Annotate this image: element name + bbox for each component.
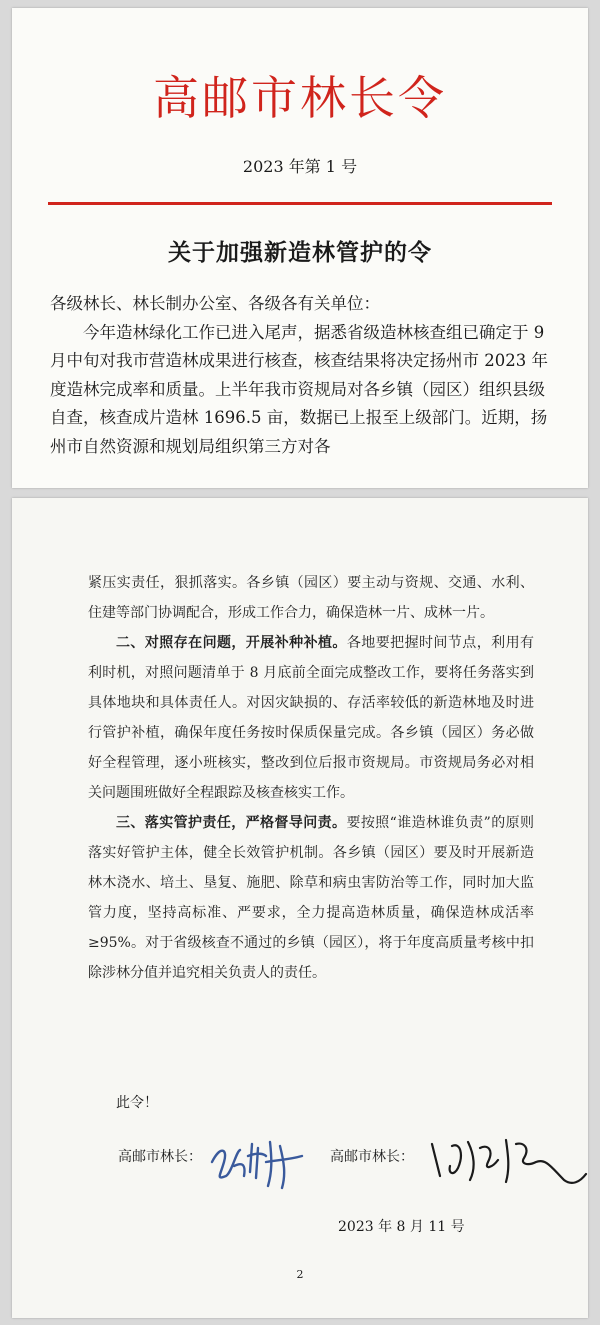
document-page-2	[12, 498, 588, 1318]
section-three-body: 要按照“谁造林谁负责”的原则落实好管护主体，健全长效管护机制。各乡镇（园区）要及时开展新造林木浇水、培土、垦复、施肥、除草和病虫害防治等工作，同时加大监管力度，坚持高标准、严要求，全力提高造林质量，确保造林成活率≥95%。对于省级核查不通过的乡镇（园区），将于年度高质量考核中扣除涉林分值并追究相关负责人的责任。	[88, 815, 534, 981]
section-two-body: 各地要把握时间节点，利用有利时机，对照问题清单于 8 月底前全面完成整改工作，要将任务落实到具体地块和具体责任人。对因灾缺损的、存活率较低的新造林地及时进行管护补植，确保年度任务按时保质保量完成。各乡镇（园区）务必做好全程管理，逐小班核实，整改到位后报市资规局。市资规局务必对相关问题围班做好全程跟踪及核查核实工作。	[88, 635, 535, 801]
document-page-1	[12, 8, 588, 488]
page-number: 2	[296, 1268, 304, 1281]
salutation: 各级林长、林长制办公室、各级各有关单位：	[50, 294, 380, 313]
closing-text: 此令！	[116, 1095, 158, 1111]
document-number: 2023 年第 1 号	[242, 157, 358, 176]
document-date: 2023 年 8 月 11 号	[338, 1219, 465, 1235]
section-three	[88, 808, 534, 988]
page1-paragraph: 今年造林绿化工作已进入尾声，据悉省级造林核查组已确定于 9 月中旬对我市营造林成果进行核查，核查结果将决定扬州市 2023 年度造林完成率和质量。上半年我市资规局对各乡镇（园区）组织县级自查，核查成片造林 1696.5 亩，数据已上报至上级部门。近期，扬州市自然资源和规划局组织第三方对各	[50, 322, 548, 456]
signature-2	[424, 1124, 588, 1194]
paragraph-continuation: 紧压实责任，狠抓落实。各乡镇（园区）要主动与资规、交通、水利、住建等部门协调配合，形成工作合力，确保造林一片、成林一片。	[88, 575, 534, 621]
page1-body	[50, 290, 556, 461]
document-subject: 关于加强新造林管护的令	[168, 239, 432, 266]
signer-label-1: 高邮市林长：	[118, 1149, 202, 1165]
signer-label-2: 高邮市林长：	[330, 1149, 414, 1165]
section-two	[88, 628, 534, 808]
page2-body	[88, 568, 534, 988]
signature-1	[206, 1132, 318, 1192]
signature-row	[118, 1138, 578, 1208]
document-title: 高邮市林长令	[153, 71, 447, 125]
red-divider-line	[48, 202, 552, 205]
section-three-heading: 三、落实管护责任，严格督导问责。	[116, 815, 347, 831]
section-two-heading: 二、对照存在问题，开展补种补植。	[116, 635, 347, 651]
